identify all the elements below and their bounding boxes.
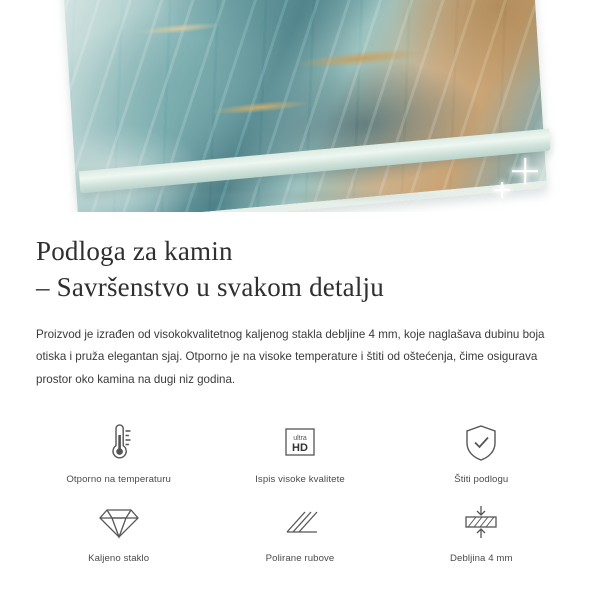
feature-item-polished-edges	[209, 499, 390, 564]
text-content	[0, 212, 600, 392]
feature-item-print-quality	[209, 420, 390, 485]
feature-item-protection	[391, 420, 572, 485]
product-description: Proizvod je izrađen od visokokvalitetnog kaljenog stakla debljine 4 mm, koje naglašava dubinu boja otiska i pruža elegantan sjaj. Otporno je na visoke temperature i štiti od oštećenja, čime osigurava prostor oko kamina na dugi niz godina.	[36, 327, 545, 386]
feature-caption: Otporno na temperaturu	[66, 473, 171, 485]
ultra-hd-icon	[279, 420, 321, 466]
page-title-line-1: Podloga za kamin	[36, 236, 233, 266]
hero-image-inner	[0, 0, 600, 212]
page-title	[36, 234, 564, 306]
feature-caption: Štiti podlogu	[454, 473, 509, 485]
shield-check-icon	[462, 420, 500, 466]
feature-item-thickness	[391, 499, 572, 564]
feature-caption: Debljina 4 mm	[450, 552, 513, 564]
feature-caption: Polirane rubove	[265, 552, 335, 564]
svg-text:HD: HD	[292, 441, 308, 454]
thickness-arrows-icon	[460, 499, 502, 545]
feature-list	[0, 420, 600, 564]
feature-item-temperature	[28, 420, 209, 485]
thermometer-icon	[102, 420, 136, 466]
page-title-line-2: – Savršenstvo u svakom detalju	[36, 271, 384, 302]
hero-image	[0, 0, 600, 212]
feature-caption: Ispis visoke kvalitete	[255, 473, 345, 485]
polished-edges-icon	[279, 499, 321, 545]
diamond-icon	[98, 499, 140, 545]
svg-text:ultra: ultra	[293, 434, 307, 442]
panel-shadow	[90, 186, 520, 206]
feature-item-tempered-glass	[28, 499, 209, 564]
feature-caption: Kaljeno staklo	[88, 552, 150, 564]
